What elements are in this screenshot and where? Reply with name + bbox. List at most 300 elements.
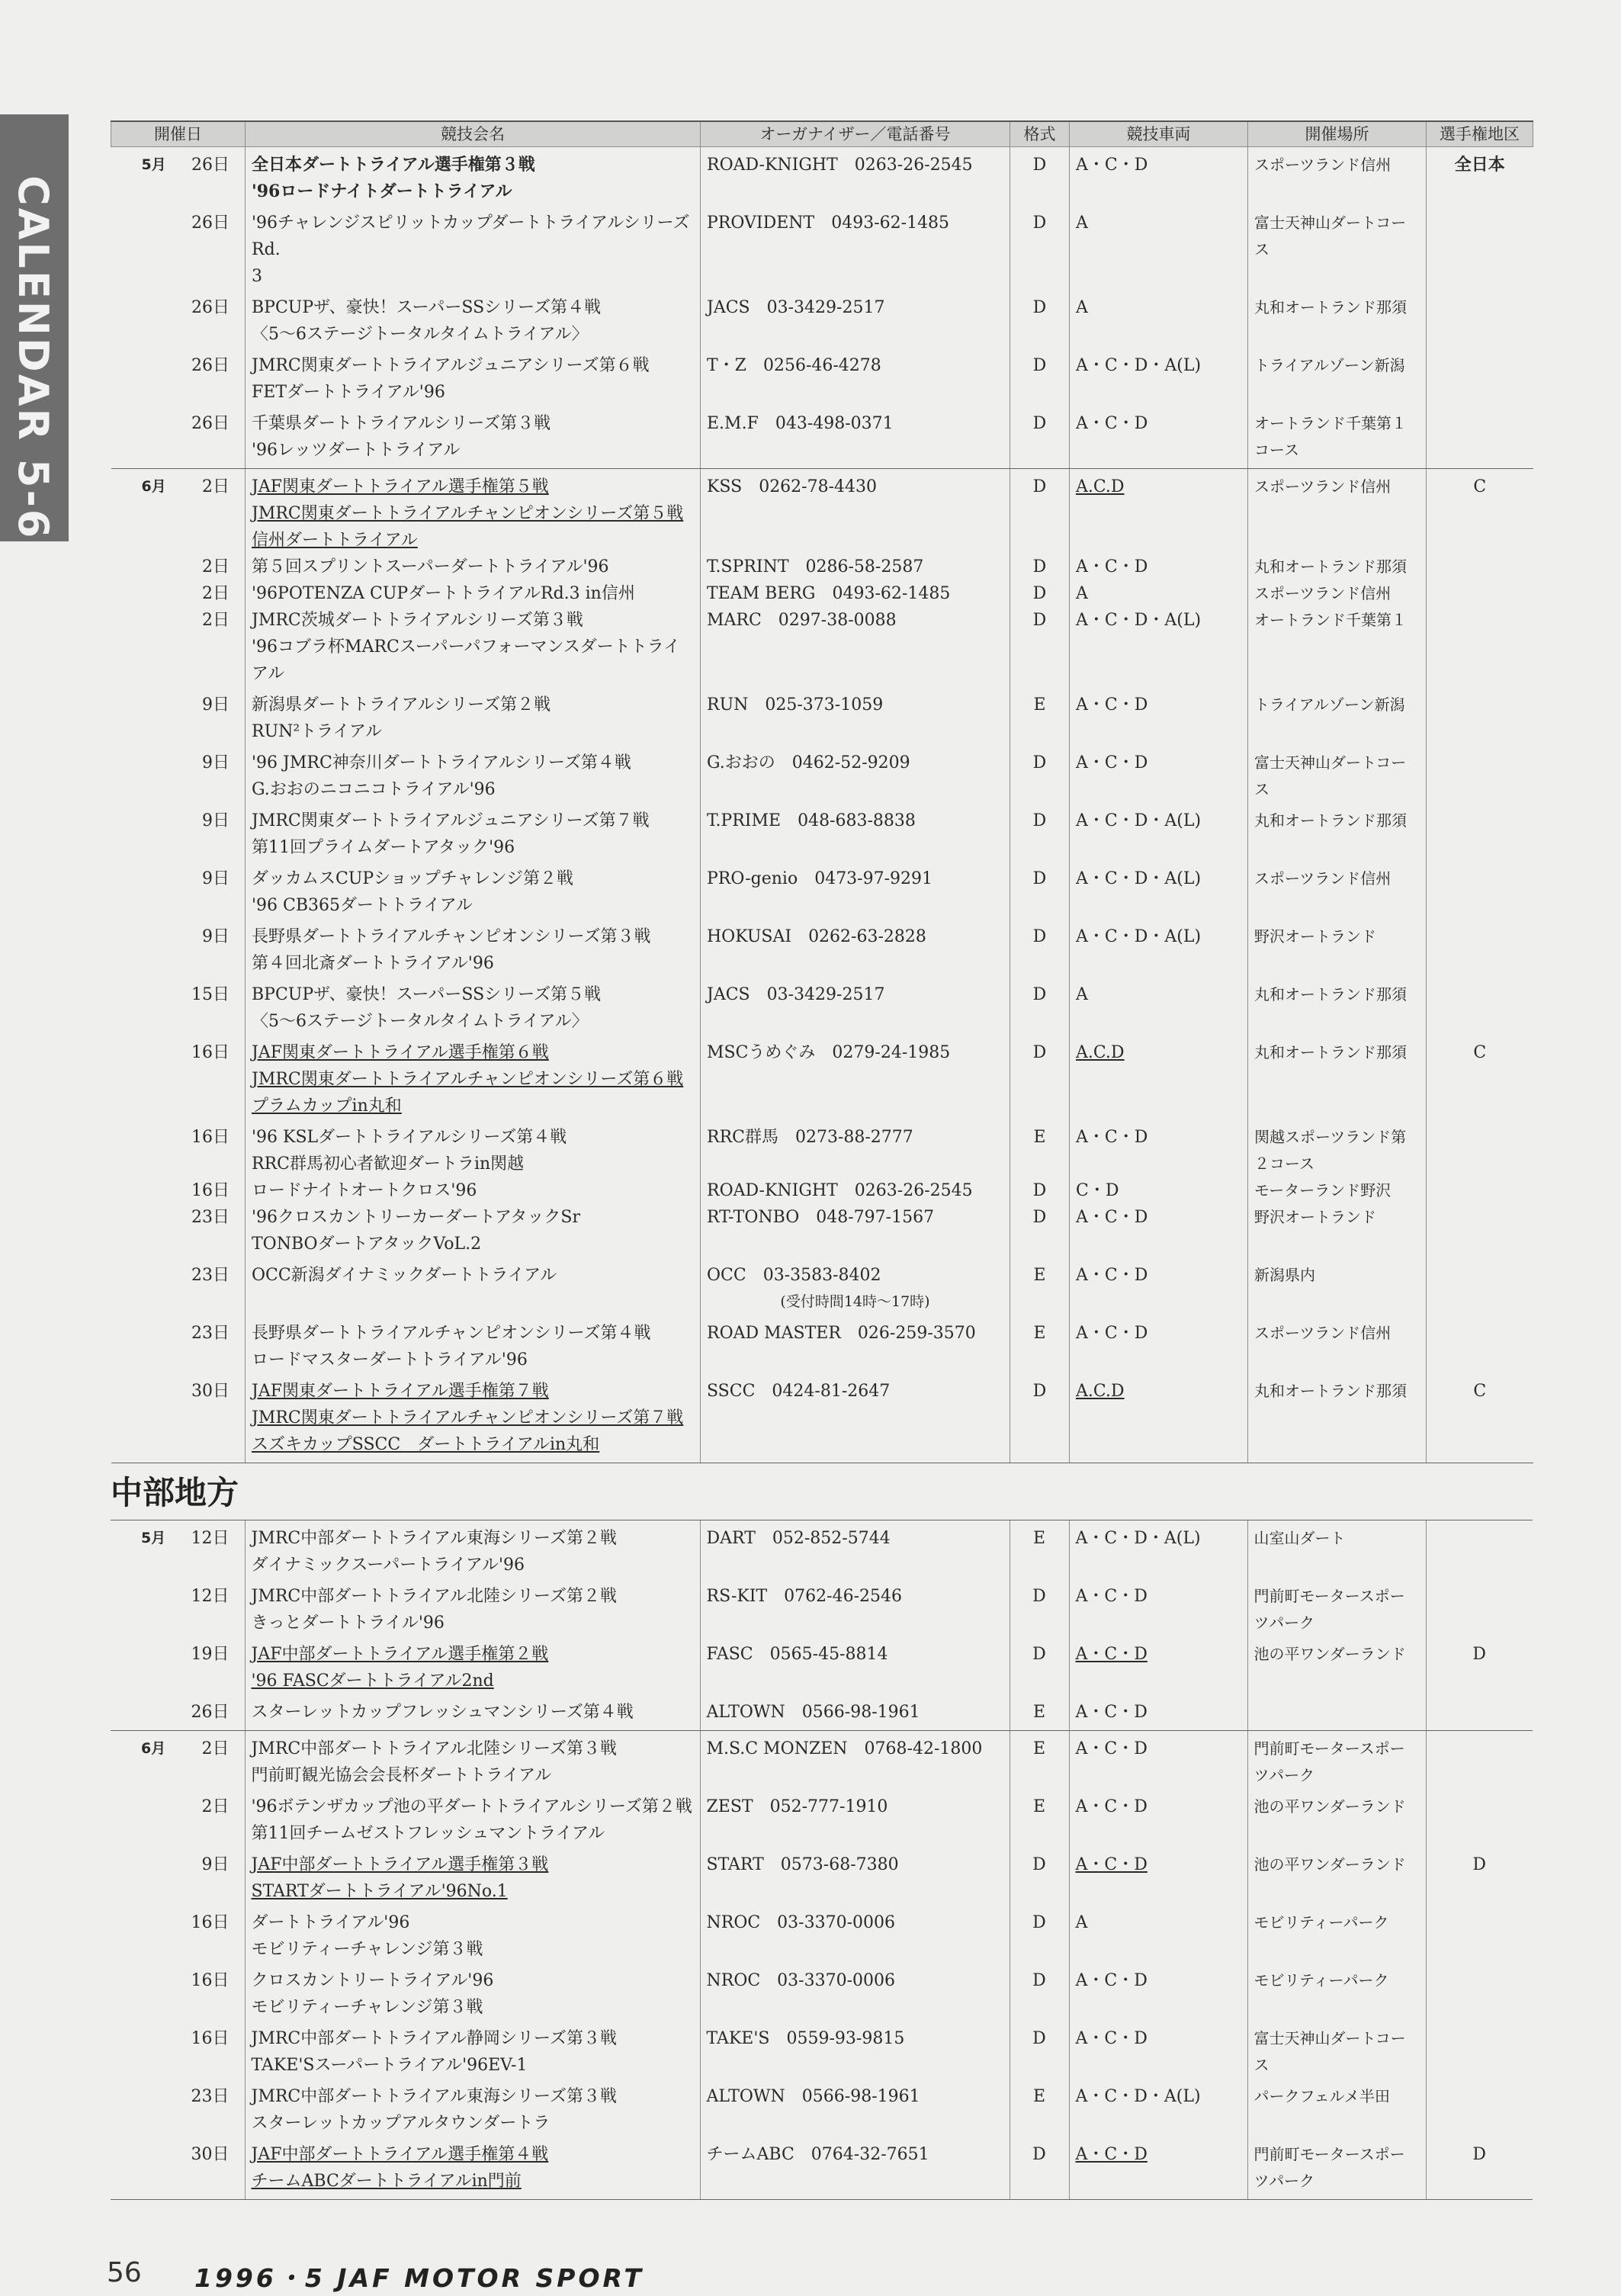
cars-value: A・C・D bbox=[1075, 1971, 1148, 1990]
event-cell bbox=[246, 977, 701, 1035]
event-name-line: JAF中部ダートトライアル選手権第２戦 bbox=[251, 1645, 549, 1664]
cars-cell bbox=[1070, 1373, 1248, 1463]
champ-cell: D bbox=[1426, 1636, 1533, 1694]
cars-value: A.C.D bbox=[1076, 1382, 1125, 1401]
format-cell: D bbox=[1010, 861, 1070, 919]
champ-cell bbox=[1427, 1257, 1533, 1315]
champ-cell: D bbox=[1426, 1847, 1533, 1905]
day-value: 23日 bbox=[191, 1208, 230, 1227]
cars-value: A bbox=[1076, 584, 1088, 603]
venue-cell: オートランド千葉第１ bbox=[1248, 607, 1427, 687]
cars-value: A・C・D・A(L) bbox=[1075, 2087, 1201, 2106]
event-name-line: JMRC中部ダートトライアル北陸シリーズ第２戦 bbox=[251, 1587, 617, 1606]
venue-cell: 門前町モータースポーツパーク bbox=[1247, 1731, 1426, 1790]
event-name-line: ダートトライアル'96 bbox=[251, 1913, 410, 1932]
format-cell: D bbox=[1010, 290, 1070, 348]
table-row bbox=[111, 919, 1533, 977]
cars-value: A・C・D bbox=[1076, 156, 1148, 175]
cars-value: A・C・D・A(L) bbox=[1076, 356, 1202, 375]
event-name-line: 長野県ダートトライアルチャンピオンシリーズ第４戦 bbox=[252, 1324, 651, 1343]
event-cell bbox=[246, 406, 701, 469]
cars-value: A・C・D bbox=[1075, 1703, 1148, 1722]
header-cars: 競技車両 bbox=[1070, 121, 1248, 147]
day-value: 16日 bbox=[191, 2029, 230, 2048]
day-value: 26日 bbox=[191, 356, 230, 375]
event-cell bbox=[246, 1119, 701, 1177]
day-value: 16日 bbox=[191, 1971, 230, 1990]
month-cell bbox=[111, 406, 246, 469]
organizer-cell bbox=[701, 803, 1010, 861]
table-row bbox=[111, 687, 1533, 745]
venue-cell: 池の平ワンダーランド bbox=[1247, 1847, 1426, 1905]
event-name-line: '96POTENZA CUPダートトライアルRd.3 in信州 bbox=[252, 584, 635, 603]
champ-cell bbox=[1427, 977, 1533, 1035]
event-cell bbox=[245, 2021, 700, 2079]
organizer-phone: チームABC 0764-32-7651 bbox=[706, 2145, 929, 2164]
event-name-line: FETダートトライアル'96 bbox=[252, 383, 445, 402]
organizer-phone: TAKE'S 0559-93-9815 bbox=[706, 2029, 905, 2048]
organizer-cell bbox=[700, 1520, 1010, 1579]
venue-cell: スポーツランド信州 bbox=[1248, 1315, 1427, 1373]
organizer-phone: JACS 03-3429-2517 bbox=[707, 298, 885, 317]
event-name-line: ロードナイトオートクロス'96 bbox=[252, 1181, 477, 1200]
venue-cell: 丸和オートランド那須 bbox=[1248, 803, 1427, 861]
event-cell bbox=[246, 469, 701, 554]
cars-value: A bbox=[1076, 214, 1088, 233]
cars-value: A・C・D bbox=[1076, 414, 1148, 433]
day-value: 12日 bbox=[191, 1587, 230, 1606]
cars-cell bbox=[1069, 1520, 1247, 1579]
table-row bbox=[111, 1373, 1533, 1463]
month-cell: 5月 26日 bbox=[111, 147, 246, 206]
event-cell bbox=[246, 1204, 701, 1257]
month-cell bbox=[111, 803, 246, 861]
format-cell: E bbox=[1010, 2079, 1069, 2137]
month-cell: 5月 12日 bbox=[111, 1520, 245, 1579]
event-cell bbox=[246, 554, 701, 580]
header-format: 格式 bbox=[1010, 121, 1070, 147]
month-cell bbox=[111, 1204, 246, 1257]
cars-value: A bbox=[1076, 298, 1088, 317]
event-name-line: JAF関東ダートトライアル選手権第５戦 bbox=[252, 477, 549, 496]
table-row bbox=[111, 1177, 1533, 1204]
event-name-line: BPCUPザ、豪快！スーパーSSシリーズ第４戦 bbox=[252, 298, 602, 317]
event-name-line: TONBOダートアタックVoL.2 bbox=[252, 1235, 482, 1254]
footer-title: 1996・5 JAF MOTOR SPORT bbox=[194, 2263, 644, 2293]
organizer-phone: ROAD-KNIGHT 0263-26-2545 bbox=[707, 1181, 973, 1200]
organizer-phone: PRO-genio 0473-97-9291 bbox=[707, 869, 933, 888]
organizer-cell bbox=[700, 2021, 1010, 2079]
month-cell bbox=[111, 1636, 245, 1694]
champ-cell bbox=[1426, 1694, 1533, 1731]
cars-value: A・C・D bbox=[1076, 1208, 1148, 1227]
day-value: 19日 bbox=[191, 1645, 230, 1664]
venue-cell: モビリティーパーク bbox=[1247, 1905, 1426, 1963]
cars-cell bbox=[1069, 2021, 1247, 2079]
event-name-line: '96 CB365ダートトライアル bbox=[252, 896, 473, 915]
day-value: 16日 bbox=[191, 1043, 230, 1062]
event-name-line: きっとダートトライル'96 bbox=[251, 1614, 445, 1633]
event-name-line: スターレットカップアルタウンダートラ bbox=[251, 2114, 550, 2133]
venue-cell: スポーツランド信州 bbox=[1248, 147, 1427, 206]
event-cell bbox=[245, 1636, 700, 1694]
cars-cell bbox=[1070, 803, 1248, 861]
table-row bbox=[111, 977, 1533, 1035]
event-name-line: 3 bbox=[252, 267, 262, 286]
table-row bbox=[111, 1035, 1533, 1119]
cars-value: A.C.D bbox=[1076, 477, 1125, 496]
month-cell bbox=[111, 348, 246, 406]
organizer-phone: T・Z 0256-46-4278 bbox=[707, 356, 881, 375]
table-row bbox=[111, 205, 1533, 290]
organizer-cell bbox=[700, 1905, 1010, 1963]
cars-cell bbox=[1070, 1119, 1248, 1177]
event-cell bbox=[246, 687, 701, 745]
organizer-phone: HOKUSAI 0262-63-2828 bbox=[707, 927, 926, 946]
venue-cell: 丸和オートランド那須 bbox=[1248, 554, 1427, 580]
format-cell: D bbox=[1010, 205, 1070, 290]
month-cell bbox=[111, 1177, 246, 1204]
format-cell: E bbox=[1010, 1520, 1069, 1579]
table-row bbox=[111, 1520, 1533, 1579]
event-cell bbox=[246, 861, 701, 919]
table-row bbox=[111, 580, 1533, 607]
kanto-rows bbox=[111, 147, 1533, 1463]
venue-cell: パークフェルメ半田 bbox=[1247, 2079, 1426, 2137]
month-cell bbox=[111, 1578, 245, 1636]
venue-cell: 新潟県内 bbox=[1248, 1257, 1427, 1315]
table-row bbox=[111, 1315, 1533, 1373]
day-value: 9日 bbox=[202, 869, 230, 888]
event-name-line: '96レッツダートトライアル bbox=[252, 441, 461, 460]
day-value: 2日 bbox=[202, 557, 230, 576]
cars-cell bbox=[1070, 745, 1248, 803]
month-cell bbox=[111, 607, 246, 687]
month-cell bbox=[111, 580, 246, 607]
event-name-line: '96チャレンジスピリットカップダートトライアルシリーズRd. bbox=[252, 214, 690, 259]
event-name-line: '96コブラ杯MARCスーパーパフォーマンスダートトライアル bbox=[252, 637, 681, 683]
event-name-line: プラムカップin丸和 bbox=[252, 1097, 402, 1116]
event-name-line: チームABCダートトライアルin門前 bbox=[251, 2172, 522, 2191]
table-header bbox=[111, 121, 1533, 147]
table-row bbox=[111, 607, 1533, 687]
day-value: 23日 bbox=[191, 2087, 230, 2106]
event-name-line: 新潟県ダートトライアルシリーズ第２戦 bbox=[252, 695, 551, 714]
cars-value: A・C・D・A(L) bbox=[1076, 927, 1202, 946]
cars-cell bbox=[1070, 554, 1248, 580]
venue-cell: スポーツランド信州 bbox=[1248, 861, 1427, 919]
format-cell: D bbox=[1010, 977, 1070, 1035]
organizer-cell bbox=[701, 977, 1010, 1035]
cars-value: A・C・D・A(L) bbox=[1076, 811, 1202, 830]
format-cell: D bbox=[1010, 803, 1070, 861]
event-cell bbox=[246, 745, 701, 803]
cars-cell bbox=[1070, 1204, 1248, 1257]
day-value: 26日 bbox=[191, 298, 230, 317]
organizer-phone: E.M.F 043-498-0371 bbox=[707, 414, 894, 433]
day-value: 23日 bbox=[191, 1324, 230, 1343]
table-row bbox=[111, 1847, 1533, 1905]
table-row bbox=[111, 348, 1533, 406]
event-name-line: RUN²トライアル bbox=[252, 722, 382, 741]
cars-cell bbox=[1070, 1257, 1248, 1315]
cars-value: A・C・D・A(L) bbox=[1076, 611, 1202, 630]
event-cell bbox=[246, 1315, 701, 1373]
page-number: 56 bbox=[107, 2257, 142, 2288]
organizer-phone: ROAD MASTER 026-259-3570 bbox=[707, 1324, 976, 1343]
cars-value: A・C・D・A(L) bbox=[1075, 1529, 1201, 1548]
venue-cell: 関越スポーツランド第２コース bbox=[1248, 1119, 1427, 1177]
organizer-phone: PROVIDENT 0493-62-1485 bbox=[707, 214, 950, 233]
venue-cell: 門前町モータースポーツパーク bbox=[1247, 1578, 1426, 1636]
organizer-cell bbox=[700, 1636, 1010, 1694]
day-value: 9日 bbox=[202, 753, 230, 772]
event-name-line: '96 KSLダートトライアルシリーズ第４戦 bbox=[252, 1128, 567, 1147]
venue-cell: スポーツランド信州 bbox=[1248, 469, 1427, 554]
champ-cell bbox=[1427, 205, 1533, 290]
cars-value: A・C・D bbox=[1075, 2029, 1148, 2048]
event-name-line: JMRC関東ダートトライアルジュニアシリーズ第７戦 bbox=[252, 811, 650, 830]
venue-cell: オートランド千葉第１コース bbox=[1248, 406, 1427, 469]
champ-cell bbox=[1427, 607, 1533, 687]
month-cell bbox=[111, 554, 246, 580]
cars-cell bbox=[1070, 348, 1248, 406]
organizer-phone: MSCうめぐみ 0279-24-1985 bbox=[707, 1043, 951, 1062]
header-event: 競技会名 bbox=[246, 121, 701, 147]
day-value: 2日 bbox=[202, 611, 230, 630]
organizer-phone: G.おおの 0462-52-9209 bbox=[707, 753, 910, 772]
cars-cell bbox=[1069, 1847, 1247, 1905]
table-row bbox=[111, 2021, 1533, 2079]
format-cell: D bbox=[1010, 1578, 1069, 1636]
organizer-phone: MARC 0297-38-0088 bbox=[707, 611, 897, 630]
organizer-phone: ROAD-KNIGHT 0263-26-2545 bbox=[707, 156, 973, 175]
month-cell bbox=[111, 2079, 245, 2137]
organizer-cell bbox=[701, 1257, 1010, 1315]
organizer-cell bbox=[701, 919, 1010, 977]
chubu-calendar-table bbox=[111, 1520, 1533, 2200]
event-name-line: モビリティーチャレンジ第３戦 bbox=[251, 1940, 483, 1959]
organizer-cell bbox=[701, 1035, 1010, 1119]
venue-cell bbox=[1247, 1694, 1426, 1731]
organizer-cell bbox=[701, 1373, 1010, 1463]
cars-cell bbox=[1069, 1636, 1247, 1694]
format-cell: E bbox=[1010, 1731, 1069, 1790]
day-value: 16日 bbox=[191, 1181, 230, 1200]
champ-cell: C bbox=[1427, 469, 1533, 554]
format-cell: D bbox=[1010, 1177, 1070, 1204]
table-row bbox=[111, 290, 1533, 348]
table-row bbox=[111, 1204, 1533, 1257]
table-row bbox=[111, 2079, 1533, 2137]
format-cell: E bbox=[1010, 687, 1070, 745]
cars-cell bbox=[1070, 406, 1248, 469]
champ-cell bbox=[1427, 919, 1533, 977]
event-name-line: 長野県ダートトライアルチャンピオンシリーズ第３戦 bbox=[252, 927, 651, 946]
cars-value: A・C・D bbox=[1076, 1324, 1148, 1343]
table-row bbox=[111, 1731, 1533, 1790]
cars-value: A bbox=[1075, 1913, 1088, 1932]
cars-value: A・C・D bbox=[1076, 557, 1148, 576]
day-value: 16日 bbox=[191, 1913, 230, 1932]
champ-cell: D bbox=[1426, 2137, 1533, 2200]
format-cell: D bbox=[1010, 1373, 1070, 1463]
table-row bbox=[111, 1578, 1533, 1636]
event-cell bbox=[246, 1257, 701, 1315]
venue-cell: 山室山ダート bbox=[1247, 1520, 1426, 1579]
champ-cell bbox=[1427, 1315, 1533, 1373]
event-name-line: BPCUPザ、豪快！スーパーSSシリーズ第５戦 bbox=[252, 985, 602, 1004]
cars-cell bbox=[1069, 1905, 1247, 1963]
event-cell bbox=[246, 1035, 701, 1119]
organizer-phone: RRC群馬 0273-88-2777 bbox=[707, 1128, 913, 1147]
month-cell bbox=[111, 290, 246, 348]
venue-cell: 丸和オートランド那須 bbox=[1248, 977, 1427, 1035]
table-row bbox=[111, 469, 1533, 554]
table-row bbox=[111, 1636, 1533, 1694]
day-value: 16日 bbox=[191, 1128, 230, 1147]
event-name-line: 第11回チームゼストフレッシュマントライアル bbox=[251, 1824, 605, 1843]
event-name-line: '96ロードナイトダートトライアル bbox=[252, 181, 512, 201]
event-name-line: JMRC関東ダートトライアルチャンピオンシリーズ第６戦 bbox=[252, 1070, 684, 1089]
organizer-phone: SSCC 0424-81-2647 bbox=[707, 1382, 891, 1401]
event-name-line: '96クロスカントリーカーダートアタックSr bbox=[252, 1208, 580, 1227]
day-value: 12日 bbox=[191, 1529, 230, 1548]
kanto-calendar-table bbox=[111, 120, 1533, 1463]
event-cell bbox=[246, 290, 701, 348]
event-name-line: JMRC茨城ダートトライアルシリーズ第３戦 bbox=[252, 611, 583, 630]
venue-cell: トライアルゾーン新潟 bbox=[1248, 687, 1427, 745]
organizer-cell bbox=[701, 1177, 1010, 1204]
day-value: 26日 bbox=[191, 1703, 230, 1722]
format-cell: E bbox=[1010, 1119, 1070, 1177]
event-name-line: ダイナミックスーパートライアル'96 bbox=[251, 1556, 525, 1575]
event-name-line: 第５回スプリントスーパーダートトライアル'96 bbox=[252, 557, 609, 576]
day-value: 9日 bbox=[201, 1855, 230, 1874]
day-value: 23日 bbox=[191, 1266, 230, 1285]
day-value: 26日 bbox=[191, 414, 230, 433]
event-name-line: OCC新潟ダイナミックダートトライアル bbox=[252, 1266, 557, 1285]
format-cell: D bbox=[1010, 580, 1070, 607]
venue-cell: 丸和オートランド那須 bbox=[1248, 1035, 1427, 1119]
event-name-line: JAF中部ダートトライアル選手権第４戦 bbox=[251, 2145, 549, 2164]
champ-cell bbox=[1427, 1177, 1533, 1204]
format-cell: D bbox=[1010, 2137, 1069, 2200]
cars-cell bbox=[1069, 1694, 1247, 1731]
venue-cell: 池の平ワンダーランド bbox=[1247, 1636, 1426, 1694]
cars-cell bbox=[1070, 1035, 1248, 1119]
event-cell bbox=[246, 348, 701, 406]
table-row bbox=[111, 1257, 1533, 1315]
format-cell: D bbox=[1010, 469, 1070, 554]
champ-cell bbox=[1427, 406, 1533, 469]
event-cell bbox=[245, 1847, 700, 1905]
champ-cell bbox=[1427, 861, 1533, 919]
month-cell bbox=[111, 205, 246, 290]
organizer-cell bbox=[701, 290, 1010, 348]
cars-cell bbox=[1069, 2079, 1247, 2137]
cars-value: A・C・D bbox=[1075, 1739, 1148, 1758]
event-name-line: 門前町観光協会会長杯ダートトライアル bbox=[251, 1766, 552, 1785]
day-value: 9日 bbox=[202, 695, 230, 714]
venue-cell: モーターランド野沢 bbox=[1248, 1177, 1427, 1204]
event-cell bbox=[245, 2137, 700, 2200]
month-cell bbox=[111, 1257, 246, 1315]
event-name-line: ロードマスターダートトライアル'96 bbox=[252, 1350, 528, 1370]
month-cell bbox=[111, 977, 246, 1035]
header-champ: 選手権地区 bbox=[1427, 121, 1533, 147]
day-value: 2日 bbox=[202, 477, 230, 496]
champ-cell bbox=[1427, 745, 1533, 803]
event-cell bbox=[245, 2079, 700, 2137]
month-cell bbox=[111, 687, 246, 745]
event-cell bbox=[245, 1578, 700, 1636]
event-name-line: クロスカントリートライアル'96 bbox=[251, 1971, 494, 1990]
format-cell: D bbox=[1010, 348, 1070, 406]
organizer-phone: ZEST 052-777-1910 bbox=[706, 1797, 888, 1816]
organizer-cell bbox=[700, 1694, 1010, 1731]
cars-cell bbox=[1069, 1963, 1247, 2021]
venue-cell: 丸和オートランド那須 bbox=[1248, 290, 1427, 348]
event-cell bbox=[246, 147, 701, 206]
cars-value: A・C・D bbox=[1075, 1587, 1148, 1606]
organizer-cell bbox=[701, 406, 1010, 469]
cars-cell bbox=[1069, 2137, 1247, 2200]
month-cell bbox=[111, 1963, 245, 2021]
format-cell: E bbox=[1010, 1694, 1069, 1731]
month-cell bbox=[111, 1847, 245, 1905]
champ-cell bbox=[1427, 348, 1533, 406]
event-cell bbox=[246, 607, 701, 687]
organizer-cell bbox=[700, 1963, 1010, 2021]
cars-value: A・C・D bbox=[1076, 753, 1148, 772]
table-row bbox=[111, 2137, 1533, 2200]
day-value: 15日 bbox=[191, 985, 230, 1004]
champ-cell bbox=[1426, 1789, 1533, 1847]
month-cell bbox=[111, 1694, 245, 1731]
table-row bbox=[111, 1963, 1533, 2021]
event-name-line: G.おおのニコニコトライアル'96 bbox=[252, 780, 496, 799]
cars-cell bbox=[1070, 147, 1248, 206]
day-value: 9日 bbox=[202, 927, 230, 946]
event-name-line: STARTダートトライアル'96No.1 bbox=[251, 1882, 508, 1901]
cars-cell bbox=[1070, 919, 1248, 977]
organizer-phone: JACS 03-3429-2517 bbox=[707, 985, 885, 1004]
month-cell bbox=[111, 1789, 245, 1847]
month-cell: 6月 2日 bbox=[111, 469, 246, 554]
cars-cell bbox=[1070, 687, 1248, 745]
day-value: 2日 bbox=[201, 1797, 230, 1816]
month-cell bbox=[111, 1315, 246, 1373]
table-row bbox=[111, 147, 1533, 206]
cars-value: A・C・D bbox=[1076, 1128, 1148, 1147]
organizer-cell bbox=[700, 1731, 1010, 1790]
event-name-line: モビリティーチャレンジ第３戦 bbox=[251, 1998, 483, 2017]
venue-cell: 富士天神山ダートコース bbox=[1248, 205, 1427, 290]
event-cell bbox=[245, 1789, 700, 1847]
event-cell bbox=[246, 919, 701, 977]
venue-cell: 池の平ワンダーランド bbox=[1247, 1789, 1426, 1847]
champ-cell bbox=[1427, 290, 1533, 348]
event-name-line: JMRC中部ダートトライアル北陸シリーズ第３戦 bbox=[251, 1739, 617, 1758]
event-cell bbox=[246, 1373, 701, 1463]
organizer-phone: RUN 025-373-1059 bbox=[707, 695, 884, 714]
organizer-cell bbox=[700, 2079, 1010, 2137]
organizer-note: (受付時間14時～17時) bbox=[780, 1293, 930, 1310]
day-value: 2日 bbox=[201, 1739, 230, 1758]
organizer-phone: START 0573-68-7380 bbox=[706, 1855, 899, 1874]
venue-cell: 門前町モータースポーツパーク bbox=[1247, 2137, 1426, 2200]
